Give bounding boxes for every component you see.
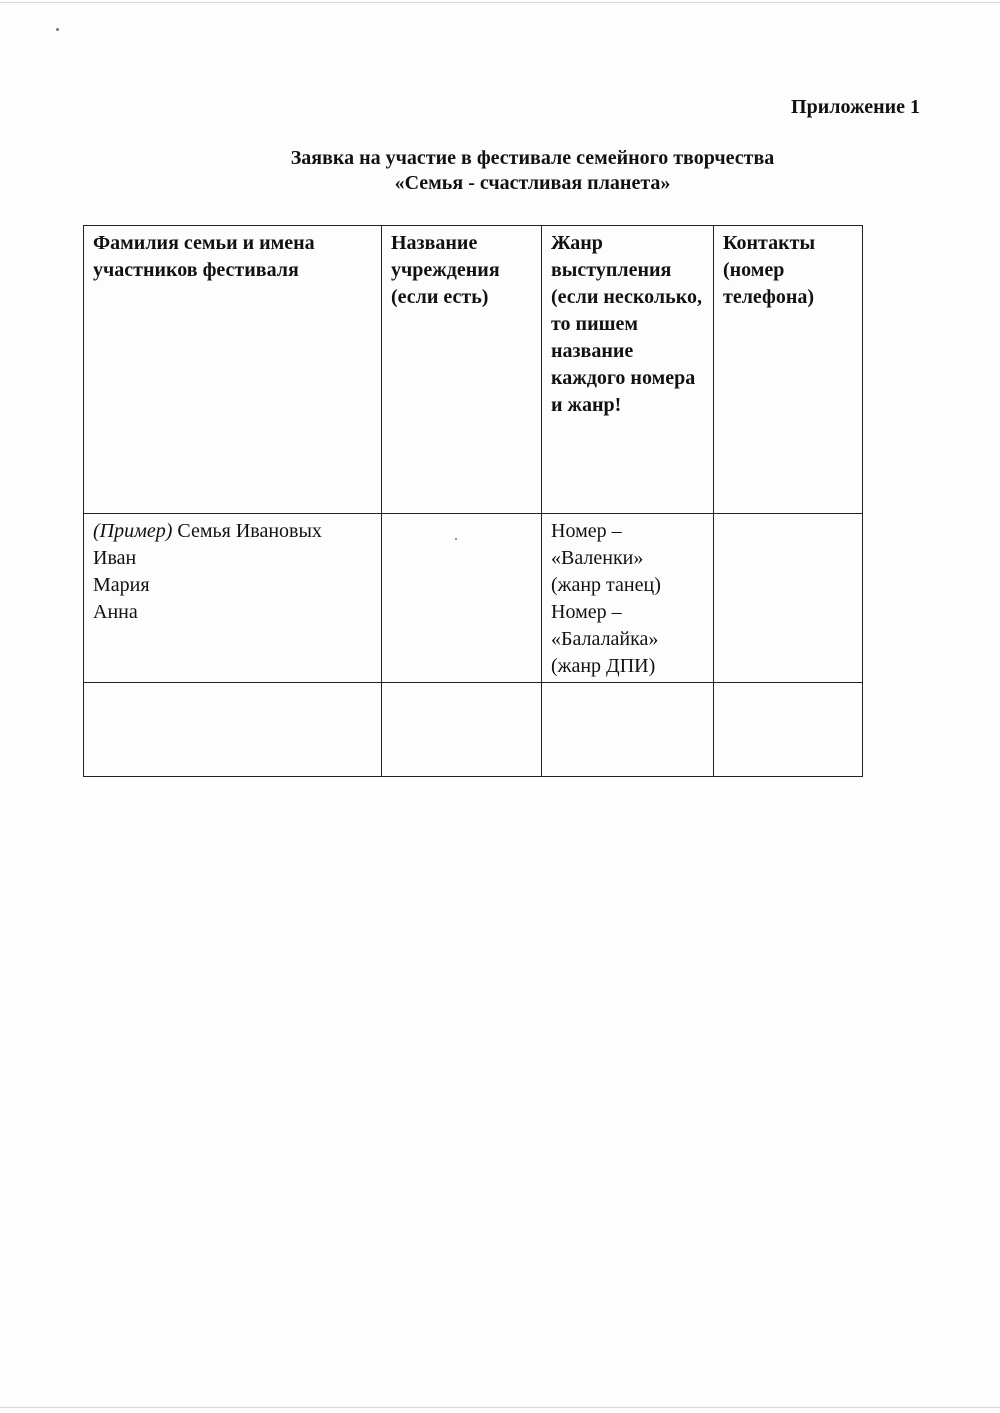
scan-bottom-edge bbox=[0, 1407, 1000, 1408]
header-institution: Название учреждения (если есть) bbox=[382, 226, 542, 514]
example-institution-cell[interactable] bbox=[382, 514, 542, 683]
example-genre-line: (жанр ДПИ) bbox=[551, 655, 656, 677]
title-line-1: Заявка на участие в фестивале семейного творчества bbox=[290, 147, 775, 169]
example-member: Мария bbox=[93, 574, 150, 596]
example-participants-cell bbox=[84, 514, 382, 683]
example-member: Анна bbox=[93, 601, 138, 623]
example-contacts-cell[interactable] bbox=[714, 514, 863, 683]
header-genre: Жанр выступления (если несколько, то пишем название каждого номера и жанр! bbox=[542, 226, 714, 514]
example-genre-line: «Валенки» bbox=[551, 547, 644, 569]
entry-institution-cell[interactable] bbox=[382, 683, 542, 777]
form-title bbox=[0, 146, 1000, 196]
appendix-label: Приложение 1 bbox=[791, 96, 920, 118]
example-genre-line: Номер – bbox=[551, 520, 622, 542]
header-contacts: Контакты (номер телефона) bbox=[714, 226, 863, 514]
header-row bbox=[84, 226, 863, 514]
example-genre-line: «Балалайка» bbox=[551, 628, 659, 650]
title-line-2: «Семья - счастливая планета» bbox=[394, 172, 671, 194]
example-genre-line: Номер – bbox=[551, 601, 622, 623]
header-family-participants: Фамилия семьи и имена участников фестиваля bbox=[84, 226, 382, 514]
example-genre-line: (жанр танец) bbox=[551, 574, 661, 596]
entry-contacts-cell[interactable] bbox=[714, 683, 863, 777]
example-tag: (Пример) bbox=[93, 520, 173, 542]
scan-top-edge bbox=[0, 2, 1000, 3]
application-table bbox=[83, 225, 863, 777]
example-family-line bbox=[93, 518, 373, 545]
example-genre-cell bbox=[542, 514, 714, 683]
entry-participants-cell[interactable] bbox=[84, 683, 382, 777]
example-row bbox=[84, 514, 863, 683]
example-family-name: Семья Ивановых bbox=[177, 520, 322, 542]
entry-genre-cell[interactable] bbox=[542, 683, 714, 777]
example-member: Иван bbox=[93, 547, 137, 569]
scan-speck bbox=[56, 28, 59, 31]
empty-entry-row bbox=[84, 683, 863, 777]
